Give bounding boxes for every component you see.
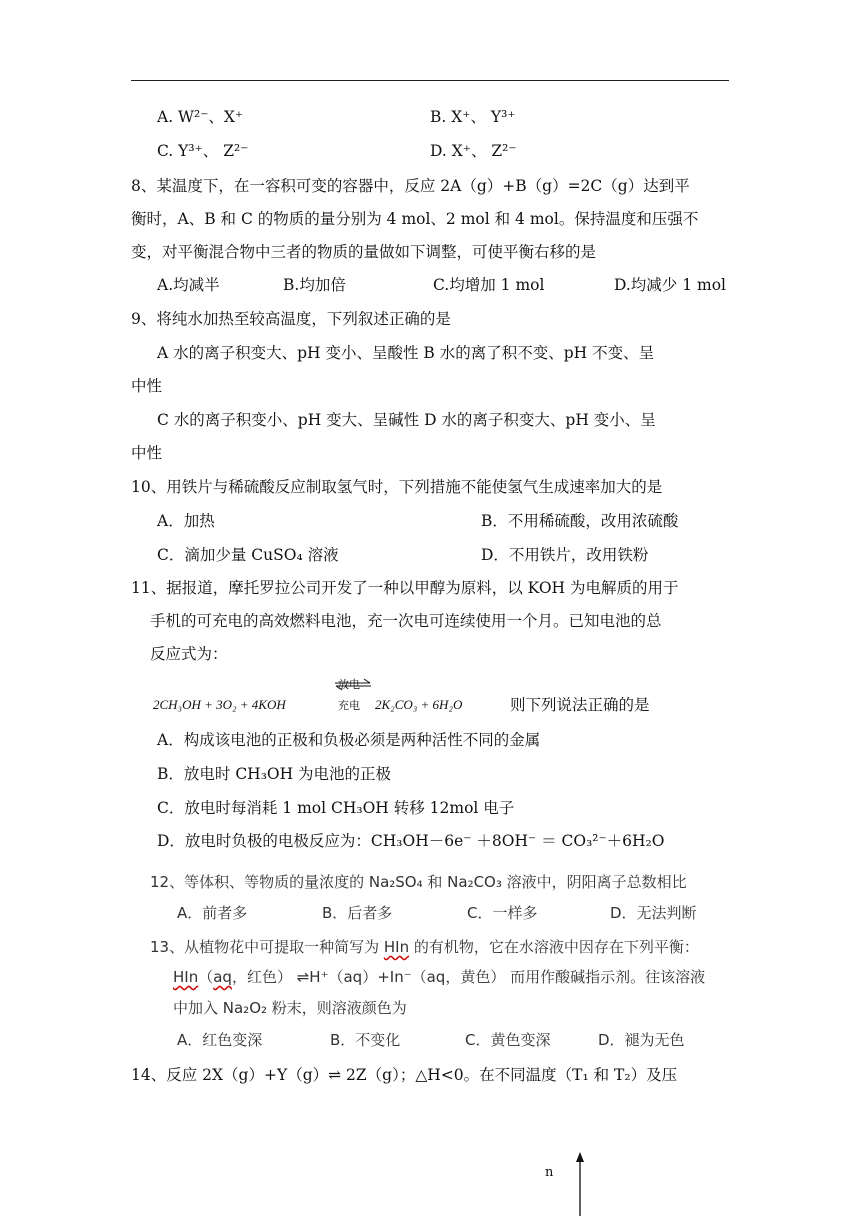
q12-stem: 12、等体积、等物质的量浓度的 Na₂SO₄ 和 Na₂CO₃ 溶液中，阴阳离子总数相比 xyxy=(150,873,687,891)
q12-option-a: A．前者多 xyxy=(177,904,248,922)
q13-stem-line3: 中加入 Na₂O₂ 粉末，则溶液颜色为 xyxy=(173,999,407,1017)
q11-equation-tail: 则下列说法正确的是 xyxy=(510,696,650,714)
q13-hin-term: HIn xyxy=(383,938,410,956)
q13-equilibrium-hin: HIn xyxy=(173,968,199,986)
q10-stem: 10、用铁片与稀硫酸反应制取氢气时，下列措施不能使氢气生成速率加大的是 xyxy=(131,478,663,496)
q7-option-c: C. Y³⁺、 Z²⁻ xyxy=(157,142,249,160)
q12-option-b: B．后者多 xyxy=(322,904,393,922)
graph-y-axis-arrow-icon xyxy=(568,1152,592,1216)
header-rule xyxy=(131,80,729,81)
q8-stem-line2: 衡时，A、B 和 C 的物质的量分别为 4 mol、2 mol 和 4 mol。保持温度和压强不 xyxy=(131,210,699,228)
q11-option-b: B．放电时 CH₃OH 为电池的正极 xyxy=(157,765,392,783)
q11-stem-line2: 手机的可充电的高效燃料电池，充一次电可连续使用一个月。已知电池的总 xyxy=(150,612,662,630)
q13-option-d: D．褪为无色 xyxy=(598,1031,685,1049)
q13-option-a: A．红色变深 xyxy=(177,1031,263,1049)
q11-equation-reactants: 2CH₃OH + 3O₂ + 4KOH xyxy=(153,697,286,712)
q9-options-ab: A 水的离子积变大、pH 变小、呈酸性 B 水的离了积不变、pH 不变、呈 xyxy=(157,344,655,362)
q8-option-a: A.均减半 xyxy=(157,276,220,294)
q9-options-ab-cont: 中性 xyxy=(131,377,163,395)
q13-option-b: B．不变化 xyxy=(330,1031,401,1049)
q10-option-c: C．滴加少量 CuSO₄ 溶液 xyxy=(157,546,339,564)
q11-option-c: C．放电时每消耗 1 mol CH₃OH 转移 12mol 电子 xyxy=(157,799,515,817)
q7-option-a: A. W²⁻、X⁺ xyxy=(157,108,244,126)
q13-equilibrium-rest: ，红色） ⇌H⁺（aq）+In⁻（aq，黄色） 而用作酸碱指示剂。往该溶液 xyxy=(231,968,706,986)
q9-stem: 9、将纯水加热至较高温度，下列叙述正确的是 xyxy=(131,310,451,328)
q11-stem-line1: 11、据报道，摩托罗拉公司开发了一种以甲醇为原料，以 KOH 为电解质的用于 xyxy=(131,579,679,597)
q7-option-b: B. X⁺、 Y³⁺ xyxy=(430,108,516,126)
q8-option-b: B.均加倍 xyxy=(283,276,346,294)
q8-stem-line1: 8、某温度下，在一容积可变的容器中，反应 2A（g）+B（g）=2C（g）达到平 xyxy=(131,177,690,195)
q11-equation-charge-label: 充电 xyxy=(338,699,360,712)
q8-option-c: C.均增加 1 mol xyxy=(433,276,545,294)
q13-stem-line1-pre: 13、从植物花中可提取一种简写为 xyxy=(150,938,384,956)
q13-equilibrium-line xyxy=(173,966,705,988)
q8-option-d: D.均减少 1 mol xyxy=(614,276,727,294)
q13-option-c: C．黄色变深 xyxy=(465,1031,551,1049)
q7-option-d: D. X⁺、 Z²⁻ xyxy=(430,142,517,160)
q10-option-a: A．加热 xyxy=(157,512,215,530)
q9-options-cd: C 水的离子积变小、pH 变大、呈碱性 D 水的离子积变大、pH 变小、呈 xyxy=(157,411,656,429)
q11-stem-line3: 反应式为： xyxy=(150,645,228,663)
q11-equation-discharge-label: 放电 xyxy=(338,678,360,691)
reversible-arrow-icon xyxy=(333,669,373,699)
q12-option-c: C．一样多 xyxy=(467,904,538,922)
q11-equation-products: 2K₂CO₃ + 6H₂O xyxy=(375,697,463,712)
q13-equilibrium-paren: （ xyxy=(198,968,214,986)
q13-equilibrium-aq: aq xyxy=(213,968,232,986)
q13-stem-line1 xyxy=(150,936,699,958)
q13-stem-line1-post: 的有机物，它在水溶液中因存在下列平衡： xyxy=(409,938,699,956)
q8-stem-line3: 变，对平衡混合物中三者的物质的量做如下调整，可使平衡右移的是 xyxy=(131,243,597,261)
q11-option-d: D．放电时负极的电极反应为：CH₃OH－6e⁻ ＋8OH⁻ ＝ CO₃²⁻＋6H₂O xyxy=(157,832,665,850)
q11-option-a: A．构成该电池的正极和负极必须是两种活性不同的金属 xyxy=(157,731,541,749)
q10-option-d: D．不用铁片，改用铁粉 xyxy=(481,546,649,564)
q10-option-b: B．不用稀硫酸，改用浓硫酸 xyxy=(481,512,679,530)
q9-options-cd-cont: 中性 xyxy=(131,444,163,462)
graph-axis-label-n: n xyxy=(545,1165,554,1180)
q14-stem-line1: 14、反应 2X（g）+Y（g）⇌ 2Z（g）；△H<0。在不同温度（T₁ 和 T₂）及压 xyxy=(131,1066,678,1084)
q12-option-d: D．无法判断 xyxy=(610,904,697,922)
